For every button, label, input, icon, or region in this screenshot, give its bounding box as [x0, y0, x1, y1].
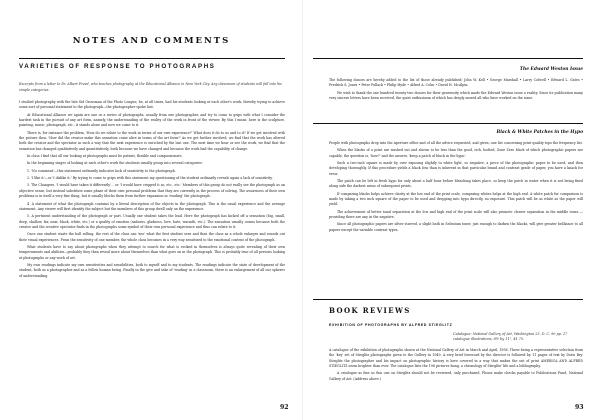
exhibition-line: EXHIBITION OF PHOTOGRAPHS BY ALFRED STIEGLITZ — [329, 323, 453, 327]
right-page — [303, 0, 606, 420]
review-body — [329, 348, 583, 400]
section-heading: VARIETIES OF RESPONSE TO PHOTOGRAPHS — [19, 63, 216, 70]
paragraph: My own readings indicate my own sensitivities and sensibilities, both to myself and to my students. The readings indicate the state of development of the student, both as a photographer and as a fellow human being. Finally in the give and take of 'reading' in a classroom, there is an enlargement of all our spheres of understanding. — [19, 262, 285, 278]
weston-body — [329, 78, 583, 116]
page-number: 92 — [280, 404, 289, 411]
paragraph: 4. A statement of what the photograph contains by a literal description of the objects in the photograph. This is the usual experience and the average statement. Any viewer will first identify the subject but the members of this group dwell only on the experience. — [19, 201, 285, 211]
paragraph: Once one student starts the ball rolling, the rest of the class can 'see' what the first student sees and then the class as a whole enlarges and rounds out their visual experiences. From the sensitivity of one member, the whole class becomes in a very way sensitized to the emotional content of the photograph. — [19, 232, 285, 242]
book-reviews-title: BOOK REVIEWS — [329, 306, 411, 315]
paragraph: There is, for instance the problem, 'How do we relate to the work in terms of our own experience?' What does it do to us and to it? If we get involved with the picture then, 'How did the creator make this sensation come alive in terms of the art form?' As we get further involved, we find that the work has altered both the creator and the spectator in such a way that the next experience is enriched by the last one. The next time we hear or see the work, we find that the sensation has changed qualitatively and quantitatively, both because we have changed and because the work had the capability of change. — [19, 130, 285, 151]
paragraph: In the beginning stages of looking at each other's work the students usually group into several categories: — [27, 161, 203, 166]
paragraph: We wish to thank the one hundred twenty-two donors for their generosity which made the Edward Weston issue a reality. Since its publication many very sincere letters have been received, the quiet enthusiasm of which has deeply moved all who have worked on the issue. — [329, 90, 583, 101]
paragraph: A catalogue of the exhibition of photographs shown at the National Gallery of Art in March and April, 1958. These being a representative selection from the 'key' set of Stieglitz photographs given to the Gallery in 1949. A very brief foreword by the director is followed by 11 pages of text by Doris Bry. Stieglitz the photographer and his impact on photographic history is here covered in a way that makes the out of print AMERICA AND ALFRED STIEGLITZ seem brighter than ever. The catalogue lists the 198 pictures hung, a chronology of Stieglitz' life and a bibliography. — [329, 348, 583, 369]
paragraph: The following donors are hereby added to the list of those already published: John W. Kell • George Marshall • Larry Colwell • Edward L. Gates • Fredrick S. Jones • Peter Pollack • Philip Hyde • Alfred A. Cohn • David H. McAlpin. — [329, 78, 583, 88]
paragraph: The patch can be left in fresh hypo for only about a half hour before bleaching takes place, so keep the patch in water when it is not being fixed along side the darkest areas of subsequent prints. — [329, 179, 583, 189]
page-number: 93 — [575, 404, 584, 411]
paragraph: 2. 'I like it'—or 'I dislike it.' By trying to come to grips with this statement my questioning of the student ordinarily reveals again a lack of sensitivity. — [27, 176, 273, 181]
section-rule — [313, 123, 583, 124]
paragraph: People with photographs drop into the Aperture office and of all the advice requested, and given, one list concerning print quality tops the frequency list. — [329, 141, 583, 145]
paragraph: When the blacks of a print are washed out and shown to be less than the good, rich, bodied, Zone Zero black of which photographic papers are capable, the question is, 'how?' and the answer, 'keep a patch of black in the hypo.' — [329, 148, 583, 158]
paragraph: What students have to say about photographs when they attempt to search for what is evoked in themselves is always quite revealing of their own temperaments and abilities—probably they then reveal more about themselves than what goes on in the photograph. This is probably true of all persons looking at photographs or any work of art. — [19, 244, 285, 260]
paragraph: If comparing blacks helps achieve clarity at the low end of the print scale, comparing whites helps at the high end. A white patch for comparison is made by taking a two inch square of the paper to be used and dropping into hypo directly, no exposure. This patch will be as white as the paper will yield. — [329, 191, 583, 207]
paragraph: In class I find that all our looking at photographs must be patient, flexible and compassionate. — [27, 154, 183, 159]
article-body — [19, 100, 285, 390]
page-header-title: NOTES AND COMMENTS — [72, 36, 231, 46]
paragraph: 3. The Changers. 'I would have taken it differently'... or 'I would have cropped it so, etc., etc.' Members of this group do not really see the photograph as an objective sense, but instead substitute some phase of their own personal problems that they are currently in the process of solving. The awareness of their own problems is in itself a very fine thing, but it usually blocks them from further expansion in 'reading' the photograph. — [19, 183, 285, 199]
catalogue-details: Catalogue: National Gallery of Art, Washington 25, D. C. 90 pp. 17 catalogue illustrations, 8½ by 11", $1.75. — [453, 332, 568, 342]
paragraph: At Educational Alliance we again are one or a series of photographs, usually from one photographer, and try to come to grips with what I consider the hardest task in the pursuit of any art form, namely, the understanding of the reality of the work in front of the viewer. By this I mean: here is the sculpture, painting, music, photograph, etc., it stands alone and now we come to it. — [19, 112, 285, 128]
paragraph: 1. 'No comment'—this statement ordinarily indicates lack of sensitivity to the photograph. — [27, 168, 176, 173]
header-rule — [19, 58, 285, 59]
paragraph: Since all photographic papers are silver starved, a slight bath in Selenium toner, just enough to darken the blacks, will give greater brilliance to all papers except the variable contrast types. — [329, 222, 583, 232]
subhead-weston-issue: The Edward Weston Issue — [519, 67, 583, 72]
paragraph: A catalogue as fine as this one on Stieglitz should not be reviewed, only purchased. Please make checks payable to Publications Fund, National Gallery of Art. (Address above.) — [329, 371, 583, 381]
paragraph: 5. A pertinent understanding of the photograph or part. Usually one student takes the lead. Here the photograph has kicked off a sensation (big, small, deep, shallow, far, near, black, white, etc.) or a quality of emotion (sadness, gladness, love, hate, warmth, etc.). The sensation usually comes because both the creator and the creative spectator finds in the photographs some symbol of their own personal experience and thus can relate to it. — [19, 214, 285, 229]
section-rule — [313, 299, 583, 300]
subhead-hypo: Black & White Patches in the Hypo — [496, 130, 583, 135]
paragraph: The achievement of better tonal separation at the low and high end of the print scale will also promote clearer separation in the middle tones — providing there are any in the negative. — [329, 209, 583, 220]
paragraph: Such a two-inch square is made by over exposing slightly to white light, so negative, a piece of the photographic paper to be used, and then developing thoroughly. If this procedure yields a black less than is inherent in that particular brand and contrast grade of paper, you have a knack for error. — [329, 161, 583, 176]
intro-text: Excerpts from a letter to Dr. Albert Freed, who teaches photography at the Educational Alliance in New York City. Any classroom of students will fall into his simple categories. — [19, 82, 282, 92]
header-rule — [313, 58, 583, 59]
hypo-body — [329, 141, 583, 291]
paragraph: I studied photography with the late Sid Grossman of the Photo League; he, at all times, had his students looking at each other's work, thereby trying to achieve some sort of personal statement to the photograph—the photographer spoke last. — [19, 100, 285, 110]
